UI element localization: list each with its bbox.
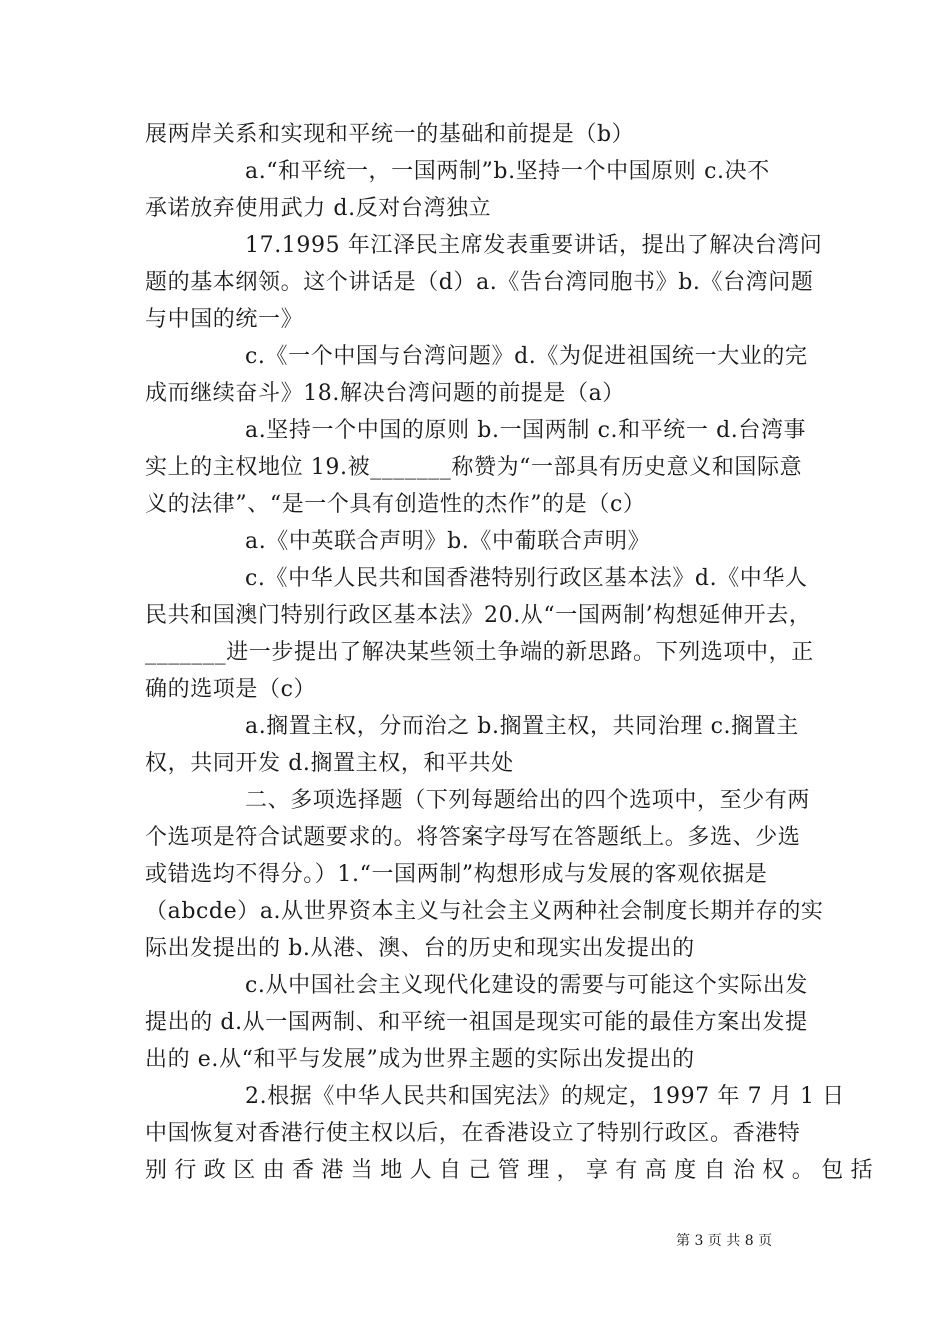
- text-line: 际出发提出的 b.从港、澳、台的历史和现实出发提出的: [145, 936, 695, 961]
- text-line: a.“和平统一，一国两制”b.坚持一个中国原则 c.决不: [245, 159, 770, 184]
- section-heading: 二、多项选择题（下列每题给出的四个选项中，至少有两: [245, 788, 811, 813]
- text-line: 实上的主权地位 19.被_______称赞为“一部具有历史意义和国际意: [145, 455, 803, 480]
- text-line: 出的 e.从“和平与发展”成为世界主题的实际出发提出的: [145, 1047, 695, 1072]
- text-line: 确的选项是（c）: [145, 677, 317, 702]
- text-line: 义的法律”、“是一个具有创造性的杰作”的是（c）: [145, 492, 646, 517]
- text-line: 中国恢复对香港行使主权以后，在香港设立了特别行政区。香港特: [145, 1121, 801, 1146]
- document-body: [145, 116, 881, 1189]
- text-line: 17.1995 年江泽民主席发表重要讲话，提出了解决台湾问: [245, 233, 823, 258]
- text-line: 或错选均不得分。）1.“一国两制”构想形成与发展的客观依据是: [145, 862, 768, 887]
- text-line: （abcde）a.从世界资本主义与社会主义两种社会制度长期并存的实: [145, 899, 824, 924]
- text-line: 个选项是符合试题要求的。将答案字母写在答题纸上。多选、少选: [145, 825, 801, 850]
- text-line: c.《一个中国与台湾问题》d.《为促进祖国统一大业的完: [245, 344, 808, 369]
- page-number: 第 3 页 共 8 页: [676, 1233, 773, 1249]
- text-line: 成而继续奋斗》18.解决台湾问题的前提是（a）: [145, 381, 625, 406]
- text-line: _______进一步提出了解决某些领土争端的新思路。下列选项中，正: [145, 640, 814, 665]
- text-line: 提出的 d.从一国两制、和平统一祖国是现实可能的最佳方案出发提: [145, 1010, 808, 1035]
- text-line: a.《中英联合声明》b.《中葡联合声明》: [245, 529, 651, 554]
- text-line: a.坚持一个中国的原则 b.一国两制 c.和平统一 d.台湾事: [245, 418, 807, 443]
- text-line: 民共和国澳门特别行政区基本法》20.从“一国两制’构想延伸开去，: [145, 603, 812, 628]
- text-line: c.从中国社会主义现代化建设的需要与可能这个实际出发: [245, 973, 808, 998]
- text-line: 展两岸关系和实现和平统一的基础和前提是（b）: [145, 122, 635, 147]
- text-line: 题的基本纲领。这个讲话是（d）a.《告台湾同胞书》b.《台湾问题: [145, 270, 814, 295]
- text-line: a.搁置主权，分而治之 b.搁置主权，共同治理 c.搁置主: [245, 714, 799, 739]
- text-line: 2.根据《中华人民共和国宪法》的规定，1997 年 7 月 1 日: [245, 1084, 845, 1109]
- text-line: c.《中华人民共和国香港特别行政区基本法》d.《中华人: [245, 566, 808, 591]
- text-line: 权，共同开发 d.搁置主权，和平共处: [145, 751, 514, 776]
- text-line: 承诺放弃使用武力 d.反对台湾独立: [145, 196, 492, 221]
- text-line: 别行政区由香港当地人自己管理，享有高度自治权。包括: [145, 1158, 881, 1183]
- text-line: 与中国的统一》: [145, 307, 304, 332]
